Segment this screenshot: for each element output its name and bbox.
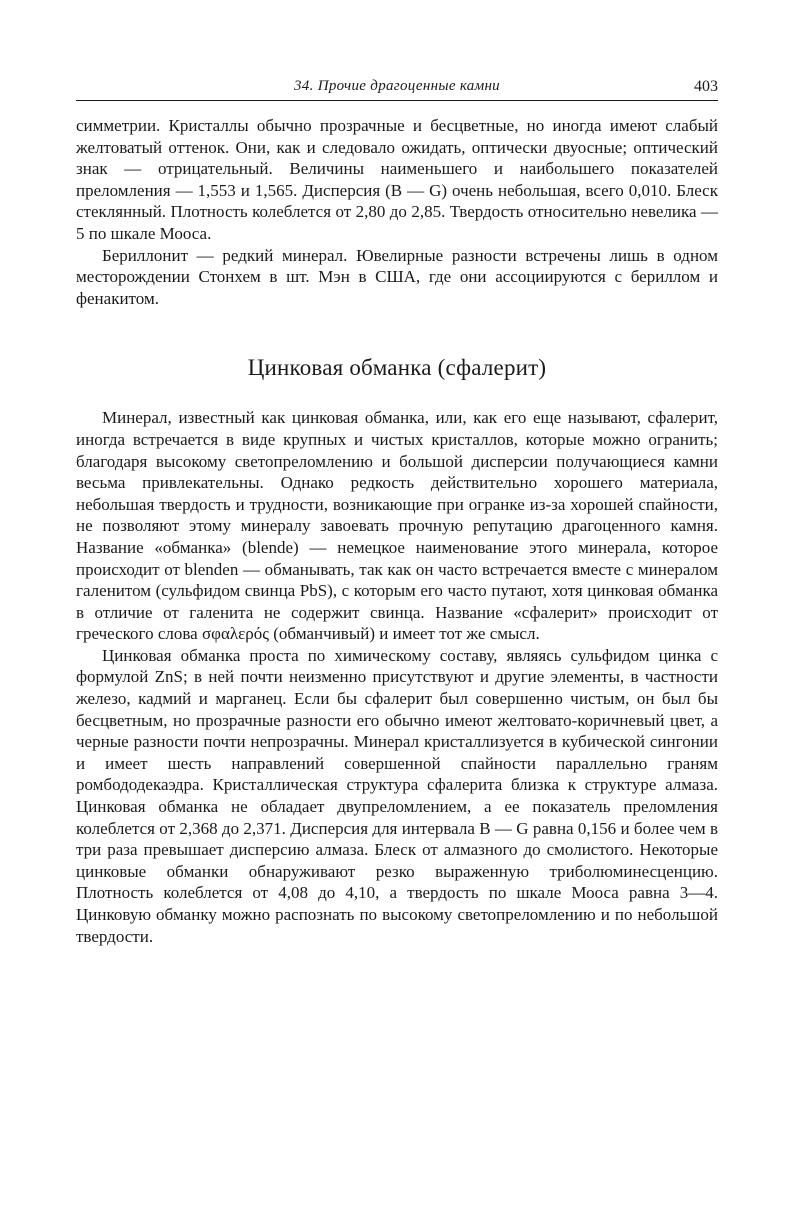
book-page — [76, 76, 718, 947]
page-number: 403 — [694, 78, 718, 95]
running-header — [76, 76, 718, 101]
section-heading: Цинковая обманка (сфалерит) — [247, 355, 547, 381]
paragraph-sphalerite-properties: Цинковая обманка проста по химическому составу, являясь сульфидом цинка с формулой ZnS; в ней почти неизменно присутствуют и другие элементы, в частности железо, кадмий и марганец. Если бы сфалерит был совершенно чистым, он был бы бесцветным, но прозрачные разности его обычно имеют желтовато-коричневый цвет, а черные разности почти непрозрачны. Минерал кристаллизуется в кубической сингонии и имеет шесть направлений совершенной спайности параллельно граням ромбододекаэдра. Кристаллическая структура сфалерита близка к структуре алмаза. Цинковая обманка не обладает двупреломлением, а ее показатель преломления колеблется от 2,368 до 2,371. Дисперсия для интервала B — G равна 0,156 и более чем в три раза превышает дисперсию алмаза. Блеск от алмазного до смолистого. Некоторые цинковые обманки обнаруживают резко выраженную триболюминесценцию. Плотность колеблется от 4,08 до 4,10, а твердость по шкале Мооса равна 3—4. Цинковую обманку можно распознать по высокому светопреломлению и по небольшой твердости. — [76, 645, 718, 946]
paragraph-continuation: симметрии. Кристаллы обычно прозрачные и бесцветные, но иногда имеют слабый желтоватый оттенок. Они, как и следовало ожидать, оптически двуосные; оптический знак — отрицательный. Величины наименьшего и наибольшего показателей преломления — 1,553 и 1,565. Дисперсия (B — G) очень небольшая, всего 0,010. Блеск стеклянный. Плотность колеблется от 2,80 до 2,85. Твердость относительно невелика — 5 по шкале Мооса. — [76, 116, 718, 243]
paragraph-sphalerite-intro: Минерал, известный как цинковая обманка, или, как его еще называют, сфалерит, иногда встречается в виде крупных и чистых кристаллов, которые можно огранить; благодаря высокому светопреломлению и большой дисперсии получающиеся камни весьма привлекательны. Однако редкость действительно хорошего материала, небольшая твердость и трудности, возникающие при огранке из-за хорошей спайности, не позволяют этому минералу завоевать прочную репутацию драгоценного камня. Название «обманка» (blende) — немецкое наименование этого минерала, которое происходит от blenden — обманывать, так как он часто встречается вместе с минералом галенитом (сульфидом свинца PbS), с которым его часто путают, хотя цинковая обманка в отличие от галенита не содержит свинца. Название «сфалерит» происходит от греческого слова σφαλερός (обманчивый) и имеет тот же смысл. — [76, 408, 718, 644]
paragraph-berillonite: Бериллонит — редкий минерал. Ювелирные разности встречены лишь в одном месторождении Стонхем в шт. Мэн в США, где они ассоциируются с бериллом и фенакитом. — [76, 245, 718, 308]
body-text — [76, 115, 718, 947]
running-title: 34. Прочие драгоценные камни — [294, 78, 500, 94]
